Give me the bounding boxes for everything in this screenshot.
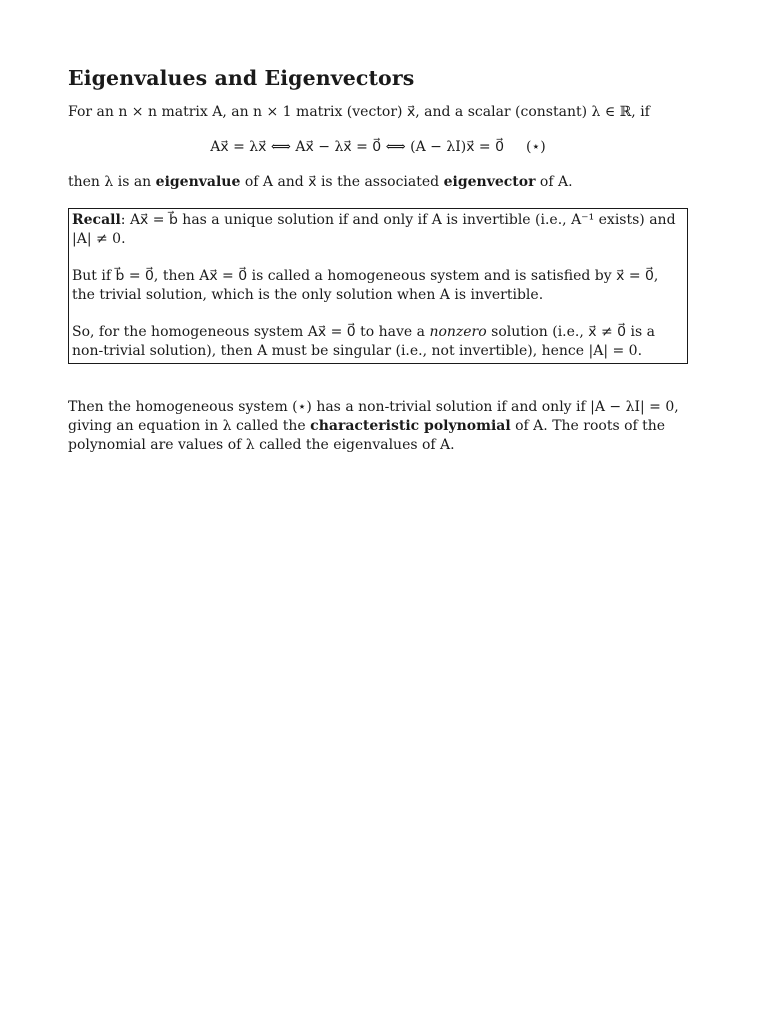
eigen-equation — [68, 138, 688, 157]
intro-paragraph: For an n × n matrix A, an n × 1 matrix (vector) x⃗, and a scalar (constant) λ ∈ ℝ, if — [68, 104, 650, 120]
definition-paragraph: then λ is an eigenvalue of A and x⃗ is the associated eigenvector of A. — [68, 174, 573, 190]
equation-tag: (⋆) — [526, 139, 546, 155]
equation-expression: Ax⃗ = λx⃗ ⟺ Ax⃗ − λx⃗ = 0⃗ ⟺ (A − λI)x⃗ = 0⃗ — [210, 139, 505, 155]
homogeneous-paragraph: But if b⃗ = 0⃗, then Ax⃗ = 0⃗ is called a homogeneous system and is satisfied by x⃗ = 0⃗, the trivial solution, which is the only solution when A is invertible. — [72, 268, 659, 303]
term-characteristic-polynomial: characteristic polynomial — [310, 418, 511, 434]
nonzero-solution-paragraph: So, for the homogeneous system Ax⃗ = 0⃗ to have a nonzero solution (i.e., x⃗ ≠ 0⃗ is a non-trivial solution), then A must be singular (i.e., not invertible), hence |A| = 0. — [72, 324, 656, 359]
closing-paragraph: Then the homogeneous system (⋆) has a non-trivial solution if and only if |A − λI| = 0, giving an equation in λ called the characteristic polynomial of A. The roots of the polynomial are values of λ called the eigenvalues of A. — [68, 399, 679, 453]
recall-box — [68, 208, 688, 364]
term-eigenvector: eigenvector — [443, 174, 536, 190]
document-page — [68, 62, 688, 455]
term-eigenvalue: eigenvalue — [155, 174, 241, 190]
recall-label: Recall — [72, 212, 121, 228]
recall-paragraph: Recall: Ax⃗ = b⃗ has a unique solution if and only if A is invertible (i.e., A⁻¹ exists) and |A| ≠ 0. — [72, 212, 676, 247]
nonzero-emphasis: nonzero — [429, 324, 487, 340]
section-title: Eigenvalues and Eigenvectors — [68, 66, 415, 90]
